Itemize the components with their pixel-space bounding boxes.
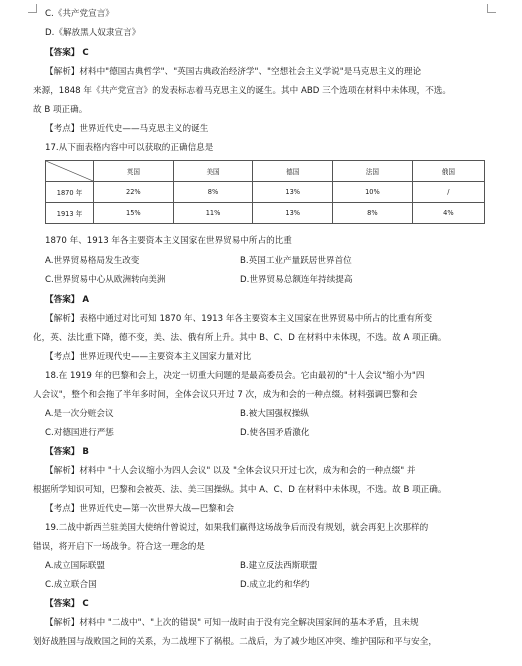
table-header-row [46,161,485,182]
question-18-line-2: 人会议"，整个和会拖了半年多时间，全体会议只开过 7 次，成为和会的一种点缀。材料强调巴黎和会 [33,390,418,400]
q17-option-a: A.世界贸易格局发生改变 [45,256,140,266]
q18-option-c: C.对德国进行严惩 [45,428,114,438]
explanation-16-line-3: 故 B 项正确。 [33,105,88,115]
answer-17: 【答案】 A [45,295,90,305]
key-point-16: 【考点】世界近代史——马克思主义的诞生 [45,124,209,134]
table-cell: 13% [253,203,333,224]
question-17: 17.从下面表格内容中可以获取的正确信息是 [45,143,214,153]
table-header-cell: 英国 [94,161,174,182]
q19-option-a: A.成立国际联盟 [45,561,106,571]
table-header-cell: 法国 [333,161,413,182]
table-year-cell: 1913 年 [46,203,94,224]
key-point-17: 【考点】世界近现代史——主要资本主义国家力量对比 [45,352,252,362]
answer-19: 【答案】 C [45,599,89,609]
q18-option-b: B.被大国强权操纵 [240,409,309,419]
table-year-cell: 1870 年 [46,182,94,203]
answer-16: 【答案】 C [45,48,89,58]
question-19-line-1: 19.二战中新西兰驻美国大使纳什曾说过，如果我们赢得这场战争后而没有规划，就会再犯上次那样的 [45,523,429,533]
table-header-cell: 俄国 [412,161,484,182]
explanation-19-line-1: 【解析】材料中 "二战中"、"上次的错误" 可知一战时由于没有完全解决国家间的基本矛盾，且未规 [45,618,419,628]
table-cell: 13% [253,182,333,203]
q19-option-d: D.成立北约和华约 [240,580,310,590]
explanation-18-line-2: 根据所学知识可知，巴黎和会被英、法、美三国操纵。其中 A、C、D 在材料中未体现，不选。故 B 项正确。 [33,485,447,495]
q18-option-d: D.使各国矛盾激化 [240,428,310,438]
option-d-text: D.《解放黑人奴隶宣言》 [45,28,141,38]
q17-option-c: C.世界贸易中心从欧洲转向美洲 [45,275,166,285]
table-cell: / [412,182,484,203]
explanation-17-line-1: 【解析】表格中通过对比可知 1870 年、1913 年各主要资本主义国家在世界贸易中所占的比重有所变 [45,314,433,324]
explanation-16-line-1: 【解析】材料中"德国古典哲学"、"英国古典政治经济学"、"空想社会主义学说"是马克思主义的理论 [45,67,422,77]
table-header-cell: 德国 [253,161,333,182]
explanation-18-line-1: 【解析】材料中 "十人会议缩小为四人会议" 以及 "全体会议只开过七次，成为和会的一种点缀" 并 [45,466,416,476]
table-corner-cell [46,161,94,182]
table-cell: 11% [173,203,253,224]
q17-option-d: D.世界贸易总额连年持续提高 [240,275,353,285]
question-19-line-2: 错误，将开启下一场战争。符合这一理念的是 [33,542,205,552]
explanation-17-line-2: 化，英、法比重下降，德不变，美、法、俄有所上升。其中 B、C、D 在材料中未体现，不选。故 A 项正确。 [33,333,447,343]
q19-option-c: C.成立联合国 [45,580,97,590]
table-cell: 10% [333,182,413,203]
trade-share-table [45,160,485,224]
explanation-16-line-2: 来源，1848 年《共产党宣言》的发表标志着马克思主义的诞生。其中 ABD 三个选项在材料中未体现，不选。 [33,86,451,96]
q19-option-b: B.建立反法西斯联盟 [240,561,318,571]
table-cell: 15% [94,203,174,224]
table-row [46,182,485,203]
table-header-cell: 美国 [173,161,253,182]
crop-mark-top-left [28,4,37,13]
table-cell: 4% [412,203,484,224]
question-18-line-1: 18.在 1919 年的巴黎和会上，决定一切重大问题的是最高委员会。它由最初的"十人会议"缩小为"四 [45,371,425,381]
table-cell: 22% [94,182,174,203]
table-cell: 8% [173,182,253,203]
table-caption: 1870 年、1913 年各主要资本主义国家在世界贸易中所占的比重 [45,236,292,246]
q18-option-a: A.是一次分赃会议 [45,409,114,419]
option-c-text: C.《共产党宣言》 [45,9,114,19]
table-cell: 8% [333,203,413,224]
key-point-18: 【考点】世界近代史—第一次世界大战—巴黎和会 [45,504,235,514]
q17-option-b: B.英国工业产量跃居世界首位 [240,256,352,266]
explanation-19-line-2: 划好战胜国与战败国之间的关系，为二战埋下了祸根。二战后，为了减少地区冲突、维护国际和平与安全， [33,637,437,647]
crop-mark-top-right [487,4,496,13]
answer-18: 【答案】 B [45,447,89,457]
table-row [46,203,485,224]
